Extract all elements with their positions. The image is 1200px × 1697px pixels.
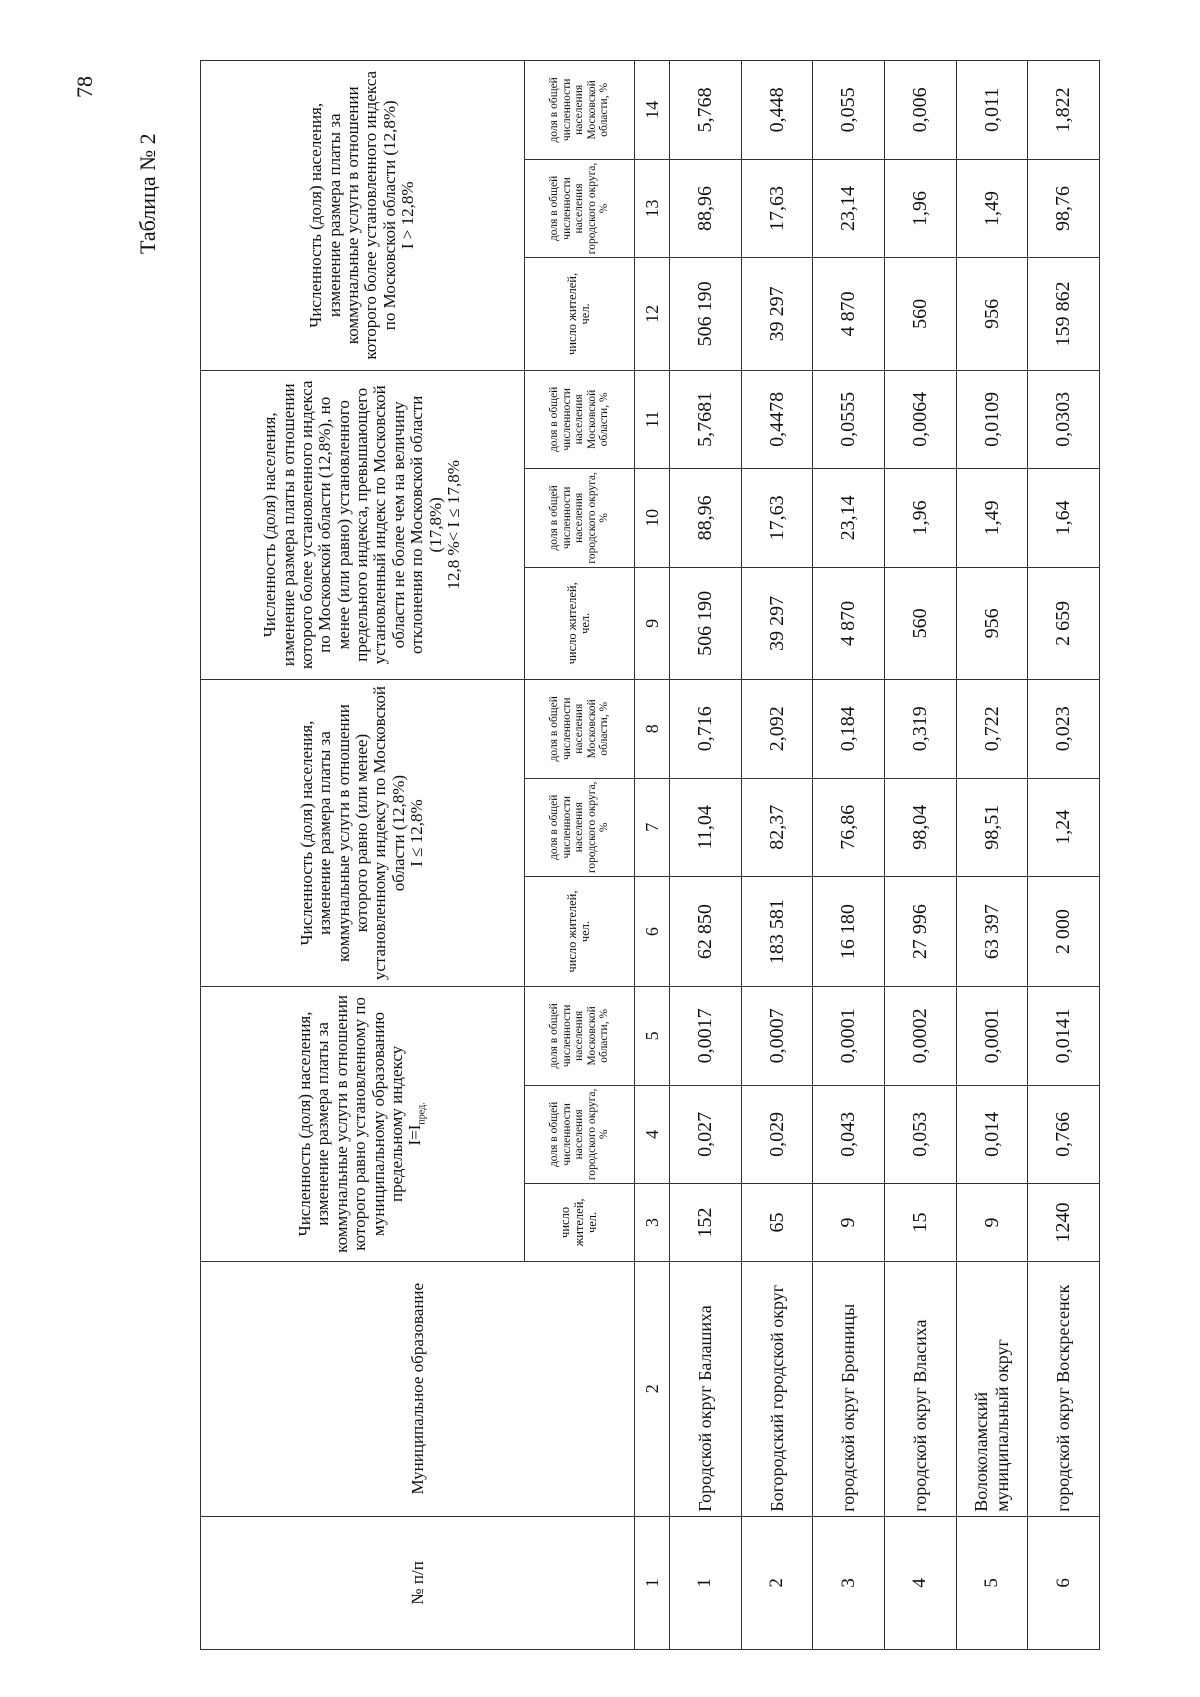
share-district: 88,96 [670,469,742,568]
municipality-name: Богородский городской округ [741,1261,813,1516]
residents-count: 39 297 [741,258,813,370]
subheader-share-region: доля в общей численности населения Московской области, % [524,680,635,779]
municipality-name: Волоколамский муниципальный округ [956,1261,1028,1516]
share-district: 98,51 [956,778,1028,877]
residents-count: 2 659 [1028,567,1100,679]
share-district: 0,029 [741,1085,813,1184]
share-district: 88,96 [670,159,742,258]
share-region: 2,092 [741,680,813,779]
share-region: 0,0007 [741,987,813,1086]
share-region: 0,448 [741,61,813,160]
residents-count: 9 [956,1184,1028,1262]
residents-count: 65 [741,1184,813,1262]
share-district: 17,63 [741,469,813,568]
row-number: 4 [885,1516,957,1649]
row-number: 6 [1028,1516,1100,1649]
subheader-residents: число жителей, чел. [524,258,635,370]
residents-count: 956 [956,258,1028,370]
residents-count: 4 870 [813,567,885,679]
residents-count: 956 [956,567,1028,679]
column-number: 10 [635,469,670,568]
share-region: 0,319 [885,680,957,779]
share-district: 0,053 [885,1085,957,1184]
share-region: 0,722 [956,680,1028,779]
subheader-share-district: доля в общей численности населения городского округа, % [524,778,635,877]
share-region: 0,023 [1028,680,1100,779]
column-number: 7 [635,778,670,877]
subheader-share-region: доля в общей численности населения Московской области, % [524,370,635,469]
table-title: Таблица № 2 [135,133,160,254]
share-region: 1,822 [1028,61,1100,160]
residents-count: 560 [885,567,957,679]
table-header [201,61,670,1650]
share-region: 0,0002 [885,987,957,1086]
row-number: 5 [956,1516,1028,1649]
share-district: 1,96 [885,159,957,258]
column-number: 3 [635,1184,670,1262]
share-region: 0,716 [670,680,742,779]
header-group-3-text: Численность (доля) населения, изменение размера платы в отношении которого более установленного индекса по Московской области (12,8%), но менее (или равно) установленного предельного индекса, превышающего установленный индекс по Московской области не более чем на величину отклонения по Московской области (17,8%) [260,380,445,670]
table-row [885,61,957,1650]
table-row [813,61,885,1650]
share-region: 0,0001 [813,987,885,1086]
header-group-1 [201,987,525,1262]
share-district: 17,63 [741,159,813,258]
residents-count: 39 297 [741,567,813,679]
column-number: 5 [635,987,670,1086]
header-group-4-text: Численность (доля) населения, изменение размера платы за коммунальные услуги в отношении которого более установленного индекса по Московской области (12,8%) [306,71,399,360]
header-group-4 [201,61,525,371]
residents-count: 506 190 [670,567,742,679]
share-district: 1,49 [956,469,1028,568]
share-region: 0,006 [885,61,957,160]
residents-count: 15 [885,1184,957,1262]
header-group-1-formula: $I=I_{пред.}$ [405,1102,428,1146]
subheader-share-district: доля в общей численности населения городского округа, % [524,1085,635,1184]
share-region: 5,768 [670,61,742,160]
residents-count: 9 [813,1184,885,1262]
share-region: 0,0017 [670,987,742,1086]
population-table [200,60,1100,1650]
share-district: 23,14 [813,469,885,568]
header-group-2 [201,680,525,987]
header-no: № п/п [201,1516,635,1649]
subheader-share-district: доля в общей численности населения городского округа, % [524,159,635,258]
share-district: 0,043 [813,1085,885,1184]
residents-count: 159 862 [1028,258,1100,370]
share-region: 0,0001 [956,987,1028,1086]
header-group-4-formula: I > 12,8% [397,181,417,250]
table-row [956,61,1028,1650]
header-group-3-formula: 12,8 %< I ≤ 17,8% [443,460,463,590]
share-district: 82,37 [741,778,813,877]
share-region: 5,7681 [670,370,742,469]
column-number: 8 [635,680,670,779]
municipality-name: Городской округ Балашиха [670,1261,742,1516]
page-number: 78 [72,76,97,98]
header-group-1-text: Численность (доля) населения, изменение размера платы за коммунальные услуги в отношении которого равно установленному по муниципальному образованию предельному индексу [295,995,406,1253]
share-region: 0,184 [813,680,885,779]
column-numbers-row [635,61,670,1650]
header-municipality: Муниципальное образование [201,1261,635,1516]
share-region: 0,4478 [741,370,813,469]
residents-count: 152 [670,1184,742,1262]
column-number: 11 [635,370,670,469]
share-district: 98,04 [885,778,957,877]
residents-count: 63 397 [956,877,1028,987]
share-region: 0,0141 [1028,987,1100,1086]
subheader-residents: число жителей, чел. [524,1184,635,1262]
residents-count: 4 870 [813,258,885,370]
share-region: 0,0109 [956,370,1028,469]
subheader-share-district: доля в общей численности населения городского округа, % [524,469,635,568]
subheader-share-region: доля в общей численности населения Московской области, % [524,61,635,160]
share-district: 0,027 [670,1085,742,1184]
share-district: 1,24 [1028,778,1100,877]
residents-count: 506 190 [670,258,742,370]
share-region: 0,0064 [885,370,957,469]
share-region: 0,011 [956,61,1028,160]
share-district: 1,49 [956,159,1028,258]
table-row [741,61,813,1650]
column-number: 6 [635,877,670,987]
column-number: 9 [635,567,670,679]
header-group-2-text: Численность (доля) населения, изменение размера платы за коммунальные услуги в отношении которого равно (или менее) установленному индексу по Московской области (12,8%) [297,685,408,981]
share-region: 0,0555 [813,370,885,469]
column-number: 13 [635,159,670,258]
municipality-name: городской округ Бронницы [813,1261,885,1516]
row-number: 3 [813,1516,885,1649]
share-district: 0,014 [956,1085,1028,1184]
share-district: 76,86 [813,778,885,877]
residents-count: 16 180 [813,877,885,987]
column-number: 12 [635,258,670,370]
header-group-2-formula: I ≤ 12,8% [407,799,427,867]
table-body [670,61,1100,1650]
row-number: 1 [670,1516,742,1649]
residents-count: 62 850 [670,877,742,987]
column-number: 4 [635,1085,670,1184]
subheader-residents: число жителей, чел. [524,877,635,987]
column-number: 1 [635,1516,670,1649]
share-district: 23,14 [813,159,885,258]
table-row [670,61,742,1650]
header-group-3 [201,370,525,679]
row-number: 2 [741,1516,813,1649]
subheader-residents: число жителей, чел. [524,567,635,679]
table-row [1028,61,1100,1650]
share-district: 11,04 [670,778,742,877]
residents-count: 560 [885,258,957,370]
rotated-table-container [200,60,1100,1650]
column-number: 2 [635,1261,670,1516]
share-district: 1,64 [1028,469,1100,568]
residents-count: 2 000 [1028,877,1100,987]
subheader-share-region: доля в общей численности населения Московской области, % [524,987,635,1086]
share-district: 0,766 [1028,1085,1100,1184]
residents-count: 27 996 [885,877,957,987]
municipality-name: городской округ Воскресенск [1028,1261,1100,1516]
column-number: 14 [635,61,670,160]
share-region: 0,0303 [1028,370,1100,469]
residents-count: 1240 [1028,1184,1100,1262]
municipality-name: городской округ Власиха [885,1261,957,1516]
residents-count: 183 581 [741,877,813,987]
share-district: 98,76 [1028,159,1100,258]
share-district: 1,96 [885,469,957,568]
share-region: 0,055 [813,61,885,160]
